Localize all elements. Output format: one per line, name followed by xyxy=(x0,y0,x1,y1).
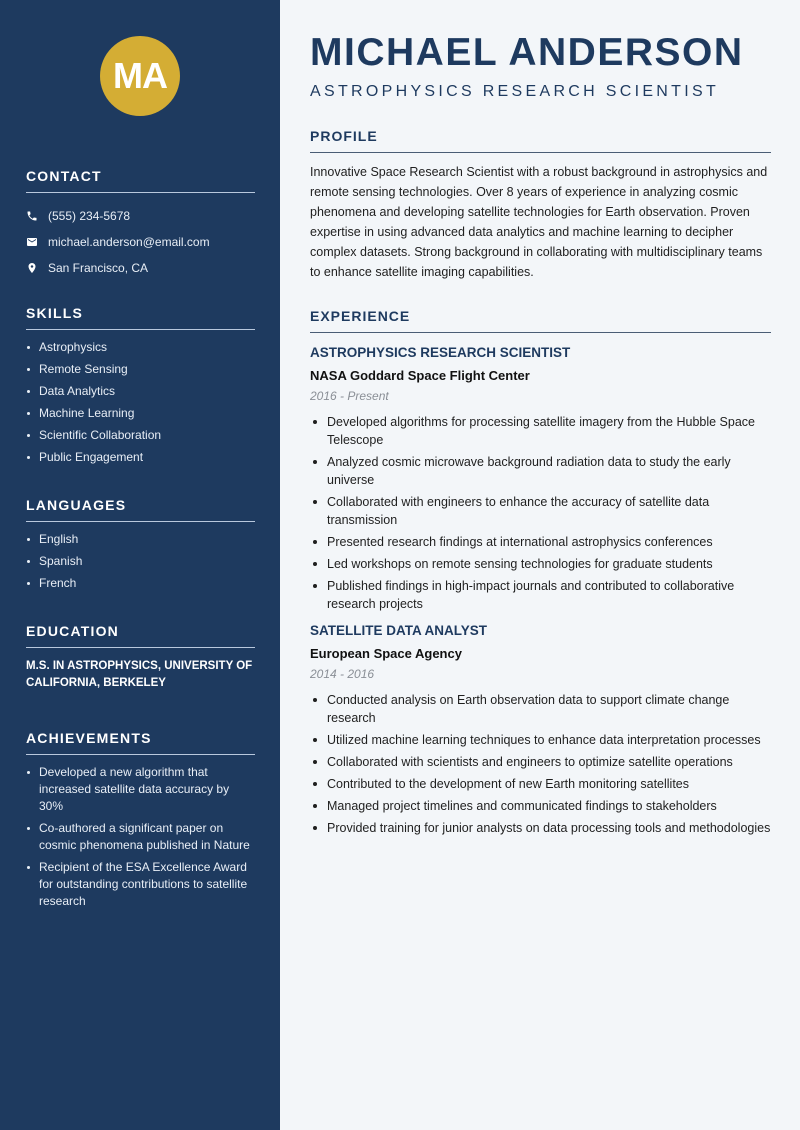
languages-heading: LANGUAGES xyxy=(26,497,255,522)
location-value: San Francisco, CA xyxy=(48,261,149,275)
language-item: French xyxy=(26,575,255,592)
skill-item: Machine Learning xyxy=(26,405,255,422)
job-bullet: Analyzed cosmic microwave background radiation data to study the early universe xyxy=(310,453,771,489)
language-item: Spanish xyxy=(26,553,255,570)
job-company: European Space Agency xyxy=(310,646,462,661)
avatar-initials: MA xyxy=(113,55,167,96)
job-bullets xyxy=(310,413,771,613)
job-role: SATELLITE DATA ANALYST xyxy=(310,623,487,638)
job-bullet: Published findings in high-impact journals and contributed to collaborative research projects xyxy=(310,577,771,613)
skill-item: Astrophysics xyxy=(26,339,255,356)
education-section xyxy=(26,623,255,692)
contact-phone xyxy=(26,203,255,229)
sidebar xyxy=(0,0,280,1130)
contact-heading: CONTACT xyxy=(26,168,255,193)
skill-item: Public Engagement xyxy=(26,449,255,466)
contact-section xyxy=(26,168,255,281)
language-item: English xyxy=(26,531,255,548)
achievements-section xyxy=(26,730,255,915)
location-pin-icon xyxy=(26,262,38,274)
job-bullet: Collaborated with engineers to enhance the accuracy of satellite data transmission xyxy=(310,493,771,529)
job-entry xyxy=(310,345,771,613)
skill-item: Remote Sensing xyxy=(26,361,255,378)
education-degree: M.S. IN ASTROPHYSICS, UNIVERSITY OF CALIFORNIA, BERKELEY xyxy=(26,660,253,689)
languages-section xyxy=(26,497,255,597)
job-bullet: Managed project timelines and communicated findings to stakeholders xyxy=(310,797,771,815)
job-entry xyxy=(310,623,771,837)
job-bullet: Led workshops on remote sensing technologies for graduate students xyxy=(310,555,771,573)
education-heading: EDUCATION xyxy=(26,623,255,648)
job-bullet: Collaborated with scientists and engineers to optimize satellite operations xyxy=(310,753,771,771)
languages-list xyxy=(26,531,255,592)
skills-list xyxy=(26,339,255,466)
achievement-item: Developed a new algorithm that increased satellite data accuracy by 30% xyxy=(26,764,255,815)
mail-icon xyxy=(26,236,38,248)
skills-heading: SKILLS xyxy=(26,305,255,330)
achievement-item: Recipient of the ESA Excellence Award for outstanding contributions to satellite research xyxy=(26,859,255,910)
achievements-list xyxy=(26,764,255,910)
profile-text: Innovative Space Research Scientist with a robust background in astrophysics and remote sensing technologies. Over 8 years of experience in analyzing cosmic phenomena and developing satellite technologies for Earth observation. Proven expertise in using advanced data analytics and machine learning to decipher complex datasets. Strong background in collaborating with multidisciplinary teams to enhance satellite imaging capabilities. xyxy=(310,165,768,279)
candidate-name: MICHAEL ANDERSON xyxy=(310,31,744,74)
job-bullet: Conducted analysis on Earth observation data to support climate change research xyxy=(310,691,771,727)
job-bullets xyxy=(310,691,771,837)
candidate-title: ASTROPHYSICS RESEARCH SCIENTIST xyxy=(310,83,720,100)
achievements-heading: ACHIEVEMENTS xyxy=(26,730,255,755)
experience-section xyxy=(310,308,771,841)
contact-email xyxy=(26,229,255,255)
contact-location xyxy=(26,255,255,281)
profile-section xyxy=(310,128,771,282)
skill-item: Data Analytics xyxy=(26,383,255,400)
job-dates: 2016 - Present xyxy=(310,389,389,403)
phone-icon xyxy=(26,210,38,222)
profile-heading: PROFILE xyxy=(310,128,771,153)
job-company: NASA Goddard Space Flight Center xyxy=(310,368,530,383)
avatar xyxy=(100,36,180,116)
job-bullet: Contributed to the development of new Earth monitoring satellites xyxy=(310,775,771,793)
achievement-item: Co-authored a significant paper on cosmic phenomena published in Nature xyxy=(26,820,255,854)
experience-heading: EXPERIENCE xyxy=(310,308,771,333)
skill-item: Scientific Collaboration xyxy=(26,427,255,444)
skills-section xyxy=(26,305,255,471)
job-bullet: Developed algorithms for processing satellite imagery from the Hubble Space Telescope xyxy=(310,413,771,449)
job-bullet: Provided training for junior analysts on data processing tools and methodologies xyxy=(310,819,771,837)
job-bullet: Utilized machine learning techniques to enhance data interpretation processes xyxy=(310,731,771,749)
email-value: michael.anderson@email.com xyxy=(48,235,210,249)
job-role: ASTROPHYSICS RESEARCH SCIENTIST xyxy=(310,345,571,360)
job-dates: 2014 - 2016 xyxy=(310,667,375,681)
job-bullet: Presented research findings at international astrophysics conferences xyxy=(310,533,771,551)
phone-value: (555) 234-5678 xyxy=(48,209,131,223)
